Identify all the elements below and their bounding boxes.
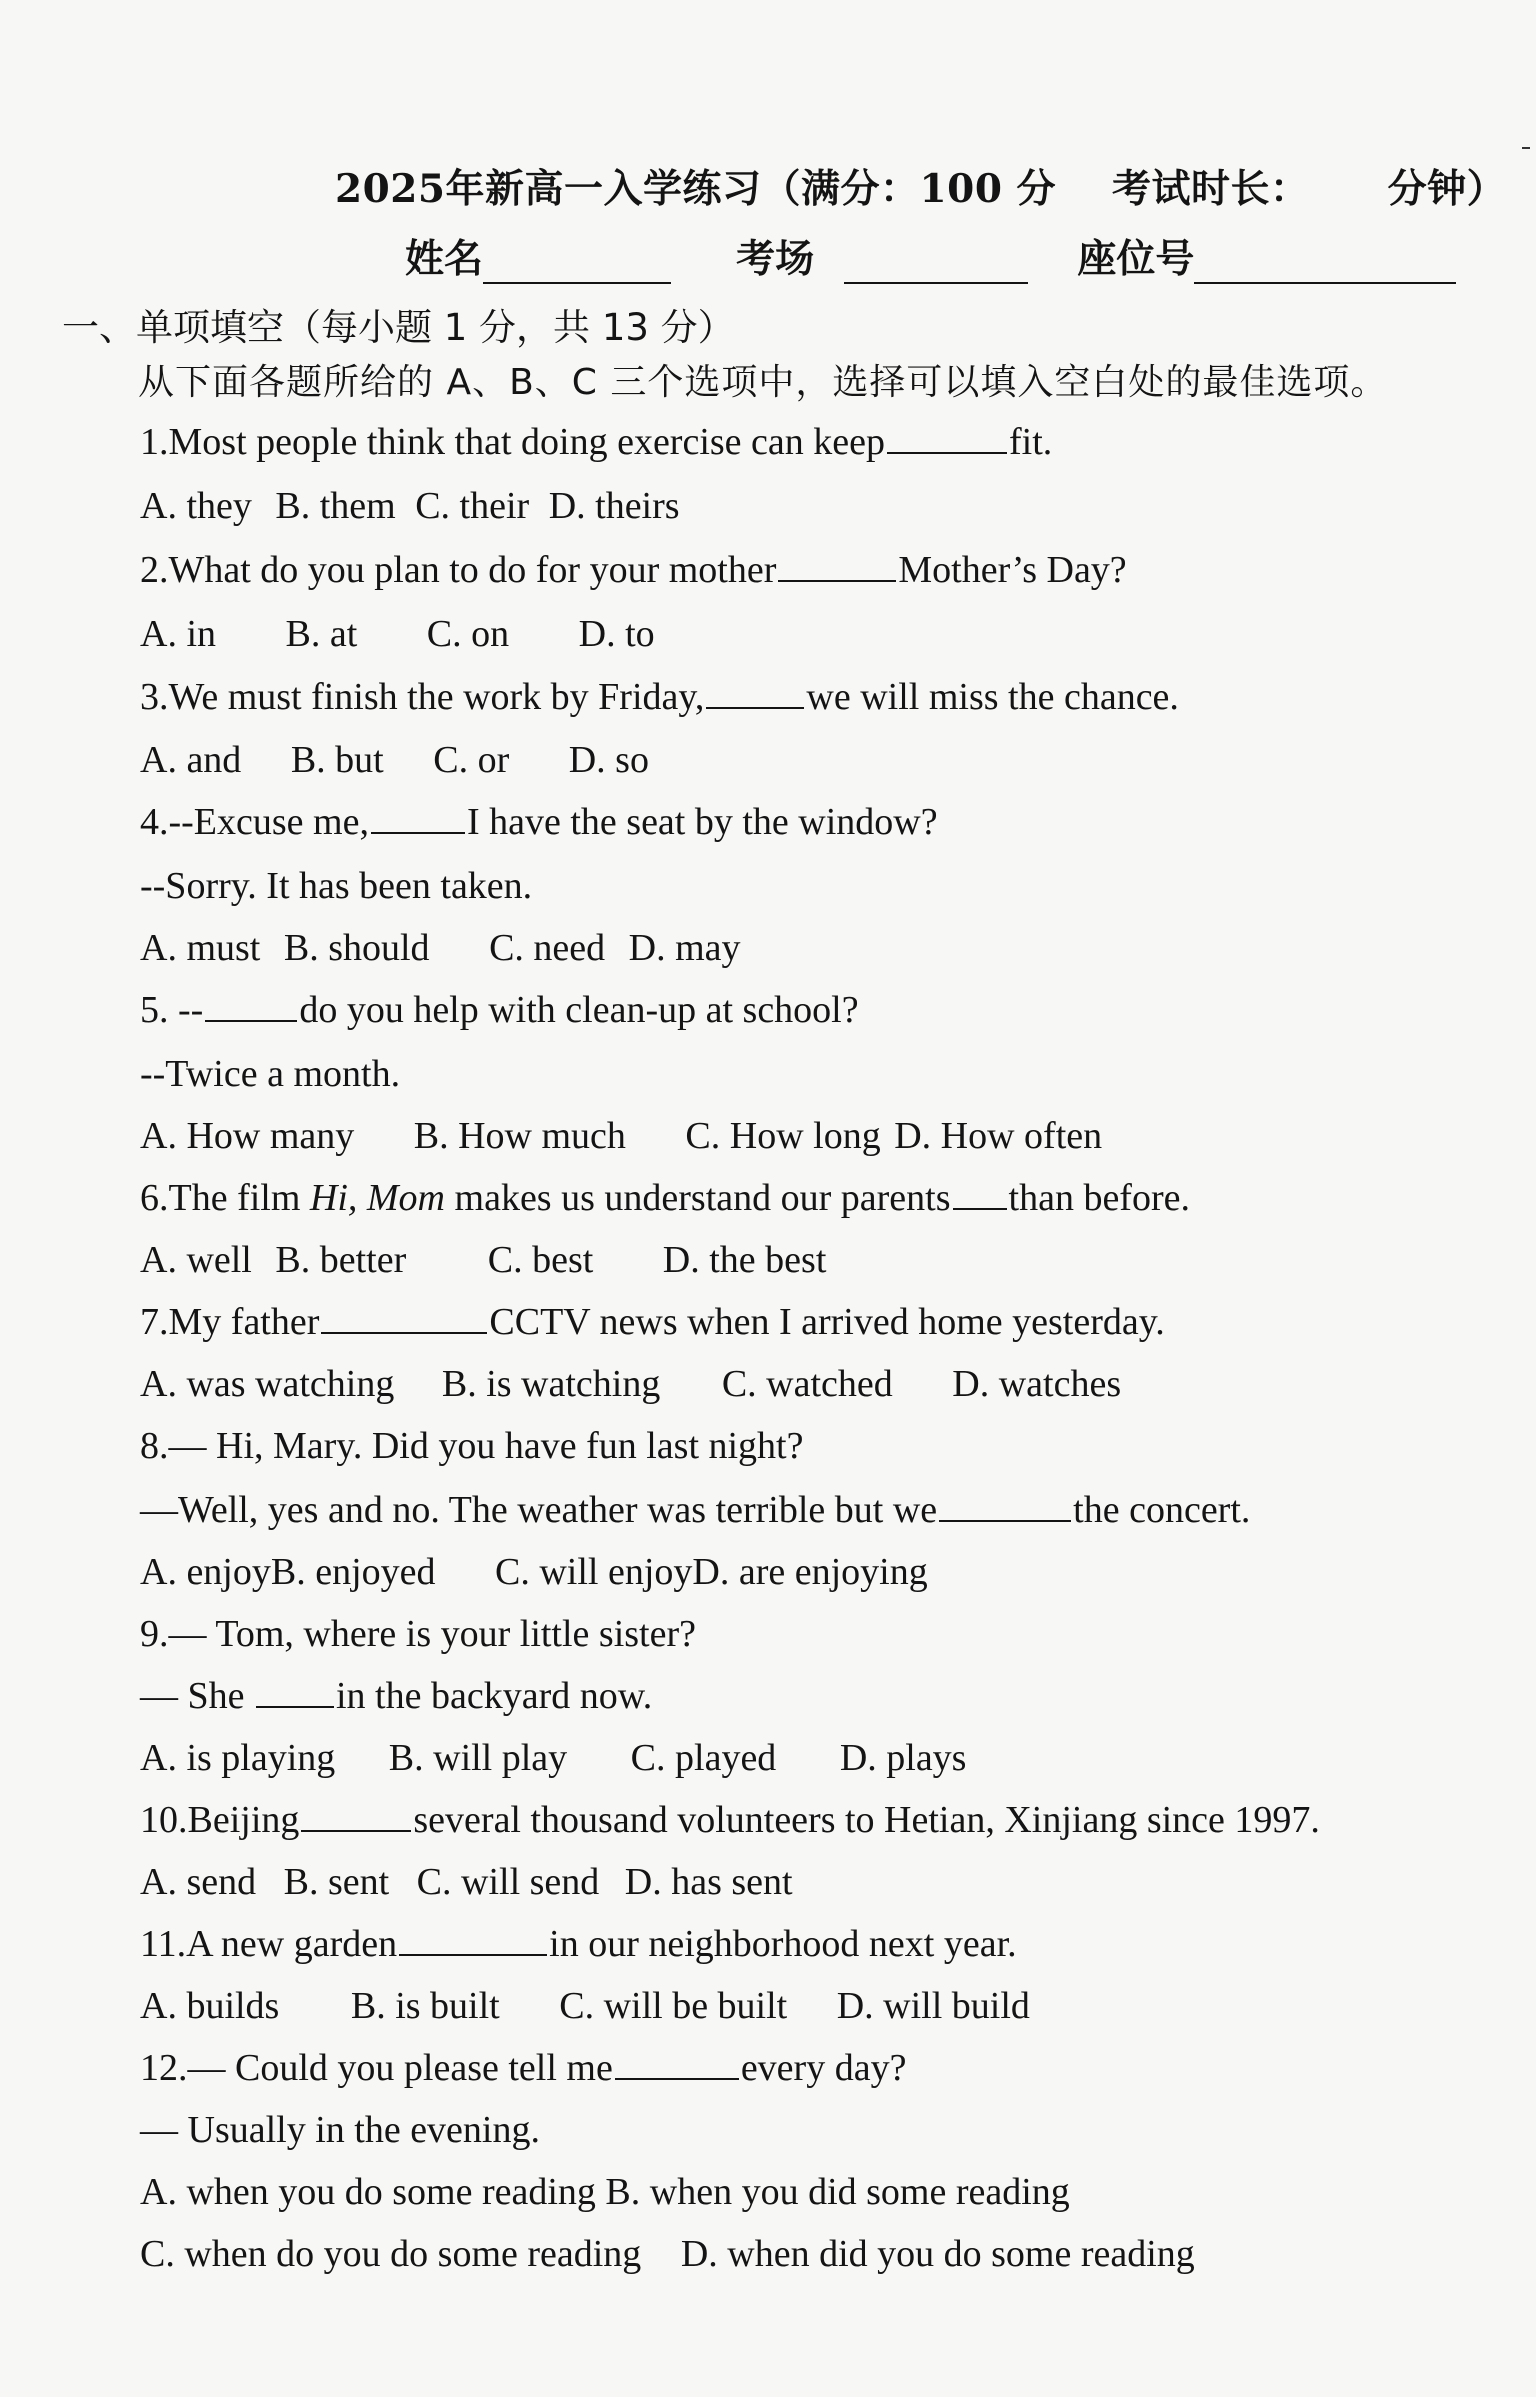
question-9: 9.— Tom, where is your little sister? (140, 1613, 696, 1655)
title-time: 考试时长： (1112, 166, 1310, 212)
option-b[interactable]: B. them (275, 485, 396, 527)
question-4-options (140, 926, 741, 970)
option-a[interactable]: A. well (140, 1239, 252, 1281)
option-c[interactable]: C. best (487, 1239, 594, 1281)
question-2-options (140, 612, 655, 656)
question-4: 4.--Excuse me, I have the seat by the window? (140, 801, 938, 843)
answer-blank[interactable] (399, 1924, 547, 1956)
question-12-options-cd (140, 2232, 1195, 2276)
question-7: 7.My father CCTV news when I arrived home yesterday. (140, 1301, 1165, 1343)
answer-blank[interactable] (371, 802, 465, 834)
option-d[interactable]: D. plays (839, 1737, 967, 1779)
exam-title (335, 158, 1506, 214)
option-a[interactable]: A. they (140, 485, 252, 527)
option-a[interactable]: A. was watching (140, 1363, 395, 1405)
question-6-options (140, 1238, 826, 1282)
title-tail: 分钟） (1387, 166, 1507, 212)
question-10: 10.Beijing several thousand volunteers to Hetian, Xinjiang since 1997. (140, 1799, 1320, 1841)
option-d[interactable]: D. watches (952, 1363, 1122, 1405)
option-d[interactable]: D. has sent (624, 1861, 793, 1903)
option-a[interactable]: A. is playing (140, 1737, 336, 1779)
section-instructions: 从下面各题所给的 A、B、C 三个选项中，选择可以填入空白处的最佳选项。 (138, 362, 1388, 403)
option-d[interactable]: D. theirs (548, 485, 680, 527)
room-field[interactable] (844, 242, 1028, 284)
option-a[interactable]: A. builds (140, 1985, 280, 2027)
question-12-options-ab (140, 2170, 1070, 2214)
option-b[interactable]: B. at (285, 613, 358, 655)
option-a[interactable]: A. must (140, 927, 261, 969)
option-d[interactable]: D. to (578, 613, 655, 655)
option-b[interactable]: B. enjoyed (270, 1551, 436, 1593)
question-6: 6.The film Hi, Mom makes us understand our parents than before. (140, 1177, 1190, 1219)
answer-blank[interactable] (205, 990, 297, 1022)
answer-blank[interactable] (778, 550, 896, 582)
title-main: 2025年新高一入学练习（满分：100 分 (335, 166, 1057, 212)
option-d[interactable]: D. will build (836, 1985, 1030, 2027)
option-b[interactable]: B. will play (388, 1737, 568, 1779)
option-d[interactable]: D. How often (894, 1115, 1103, 1157)
question-1-options (140, 484, 680, 528)
option-d[interactable]: D. the best (662, 1239, 827, 1281)
option-c[interactable]: C. How long (685, 1115, 881, 1157)
answer-blank[interactable] (887, 422, 1007, 454)
film-title: Hi, Mom (309, 1177, 446, 1219)
option-c[interactable]: C. will enjoy (495, 1551, 693, 1593)
option-a[interactable]: A. send (140, 1861, 257, 1903)
option-c[interactable]: C. or (433, 739, 510, 781)
name-label: 姓名 (405, 236, 484, 282)
student-info-row (405, 228, 1456, 284)
question-11: 11.A new garden in our neighborhood next year. (140, 1923, 1017, 1965)
option-d[interactable]: D. so (568, 739, 649, 781)
question-2: 2.What do you plan to do for your mother Mother’s Day? (140, 549, 1127, 591)
answer-blank[interactable] (321, 1302, 487, 1334)
seat-label: 座位号 (1077, 236, 1195, 282)
answer-blank[interactable] (939, 1490, 1071, 1522)
answer-blank[interactable] (706, 677, 804, 709)
question-3: 3.We must finish the work by Friday, we will miss the chance. (140, 676, 1179, 718)
question-1: 1.Most people think that doing exercise can keep fit. (140, 421, 1053, 463)
scan-mark (1522, 147, 1530, 149)
option-a[interactable]: A. when you do some reading (140, 2171, 596, 2213)
question-7-options (140, 1362, 1121, 1406)
room-label: 考场 (736, 236, 815, 282)
option-c[interactable]: C. watched (721, 1363, 893, 1405)
option-b[interactable]: B. sent (283, 1861, 390, 1903)
option-b[interactable]: B. when you did some reading (605, 2171, 1070, 2213)
option-c[interactable]: C. on (426, 613, 510, 655)
option-c[interactable]: C. will send (416, 1861, 600, 1903)
option-b[interactable]: B. but (290, 739, 384, 781)
question-12-reply: — Usually in the evening. (140, 2109, 540, 2151)
question-11-options (140, 1984, 1030, 2028)
option-b[interactable]: B. How much (413, 1115, 626, 1157)
option-a[interactable]: A. in (140, 613, 216, 655)
option-c[interactable]: C. their (415, 485, 530, 527)
option-d[interactable]: D. may (628, 927, 741, 969)
answer-blank[interactable] (953, 1178, 1007, 1210)
question-5-options (140, 1114, 1102, 1158)
option-b[interactable]: B. better (275, 1239, 407, 1281)
answer-blank[interactable] (615, 2048, 739, 2080)
option-c[interactable]: C. when do you do some reading (140, 2233, 642, 2275)
option-d[interactable]: D. when did you do some reading (680, 2233, 1195, 2275)
question-3-options (140, 738, 649, 782)
question-8: 8.— Hi, Mary. Did you have fun last night? (140, 1425, 804, 1467)
answer-blank[interactable] (256, 1676, 334, 1708)
question-4-reply: --Sorry. It has been taken. (140, 865, 533, 907)
option-c[interactable]: C. need (489, 927, 606, 969)
question-8-reply: —Well, yes and no. The weather was terrible but we the concert. (140, 1489, 1251, 1531)
section-heading: 一、单项填空（每小题 1 分，共 13 分） (62, 306, 735, 349)
option-a[interactable]: A. and (140, 739, 242, 781)
question-8-options (140, 1550, 928, 1594)
option-c[interactable]: C. played (630, 1737, 777, 1779)
question-9-reply: — She in the backyard now. (140, 1675, 653, 1717)
question-10-options (140, 1860, 793, 1904)
option-d[interactable]: D. are enjoying (692, 1551, 928, 1593)
seat-field[interactable] (1194, 242, 1456, 284)
option-c[interactable]: C. will be built (559, 1985, 788, 2027)
question-5-reply: --Twice a month. (140, 1053, 401, 1095)
option-b[interactable]: B. is watching (441, 1363, 661, 1405)
option-b[interactable]: B. should (283, 927, 430, 969)
option-a[interactable]: A. How many (140, 1115, 355, 1157)
answer-blank[interactable] (301, 1800, 411, 1832)
option-b[interactable]: B. is built (350, 1985, 500, 2027)
name-field[interactable] (483, 242, 671, 284)
question-5: 5. -- do you help with clean-up at school? (140, 989, 859, 1031)
question-12: 12.— Could you please tell me every day? (140, 2047, 907, 2089)
option-a[interactable]: A. enjoy (140, 1551, 271, 1593)
question-9-options (140, 1736, 966, 1780)
